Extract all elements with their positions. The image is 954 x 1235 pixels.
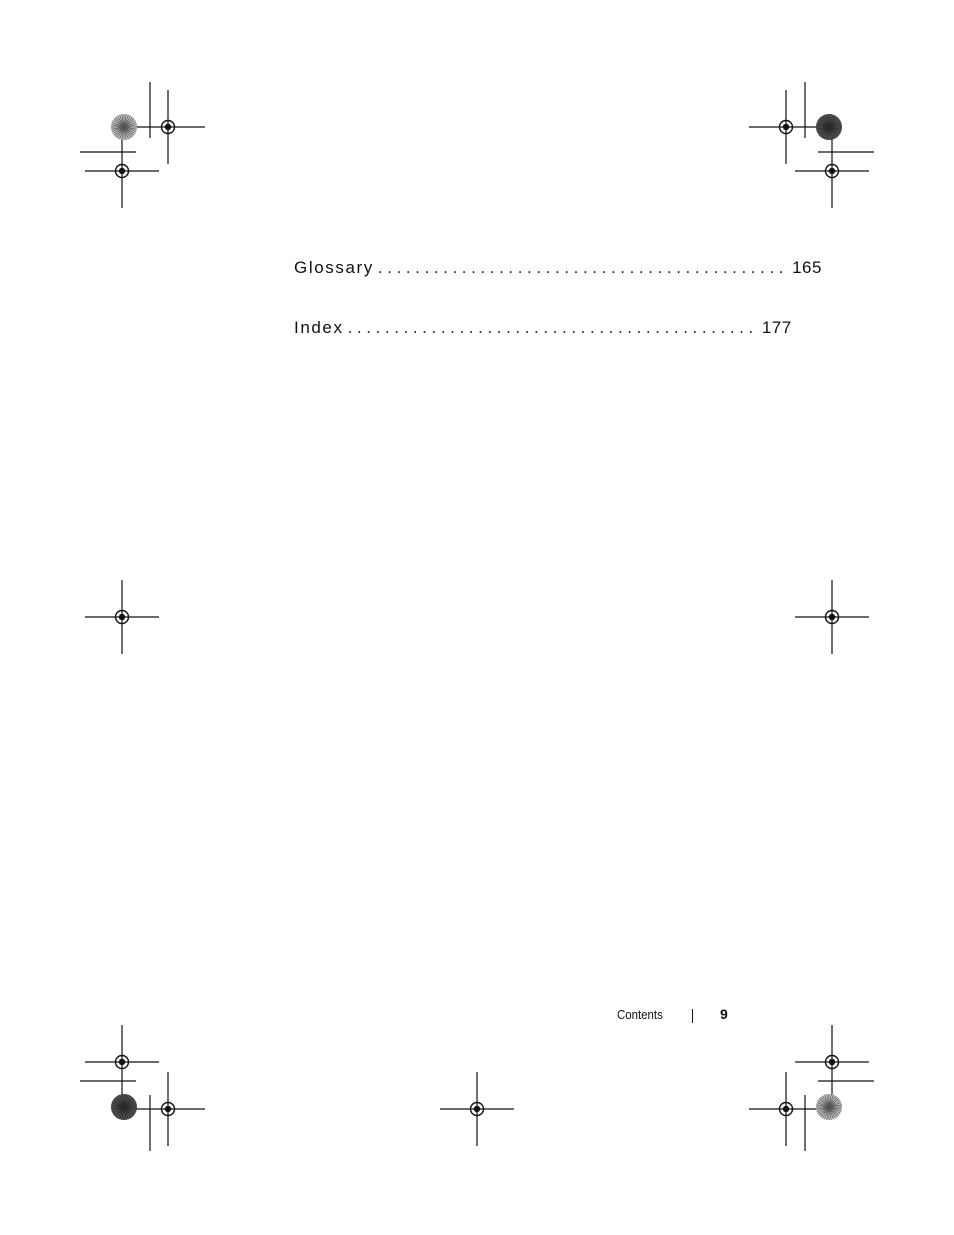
registration-crosshair-icon (829, 614, 835, 620)
registration-crosshair-icon (829, 1059, 835, 1065)
registration-crosshair-icon (119, 168, 125, 174)
toc-entry-page: 165 (792, 258, 822, 277)
registration-crosshair-icon (783, 124, 789, 130)
footer-section-label: Contents (617, 1007, 663, 1022)
footer-page-number: 9 (720, 1006, 728, 1022)
registration-crosshair-icon (119, 614, 125, 620)
registration-crosshair-icon (474, 1106, 480, 1112)
toc-entry-title: Glossary (294, 258, 374, 277)
toc-entry-glossary[interactable] (294, 258, 822, 280)
toc-entry-title: Index (294, 318, 344, 337)
registration-crosshair-icon (829, 168, 835, 174)
page-footer (600, 1005, 740, 1027)
registration-crosshair-icon (165, 124, 171, 130)
toc-dot-leader: ............................................ (347, 318, 758, 337)
toc-entry-page: 177 (761, 318, 792, 337)
toc-dot-leader: ............................................ (377, 258, 789, 277)
registration-crosshair-icon (783, 1106, 789, 1112)
toc-entry-index[interactable] (294, 318, 792, 340)
registration-crosshair-icon (165, 1106, 171, 1112)
footer-separator (692, 1009, 693, 1023)
registration-crosshair-icon (119, 1059, 125, 1065)
